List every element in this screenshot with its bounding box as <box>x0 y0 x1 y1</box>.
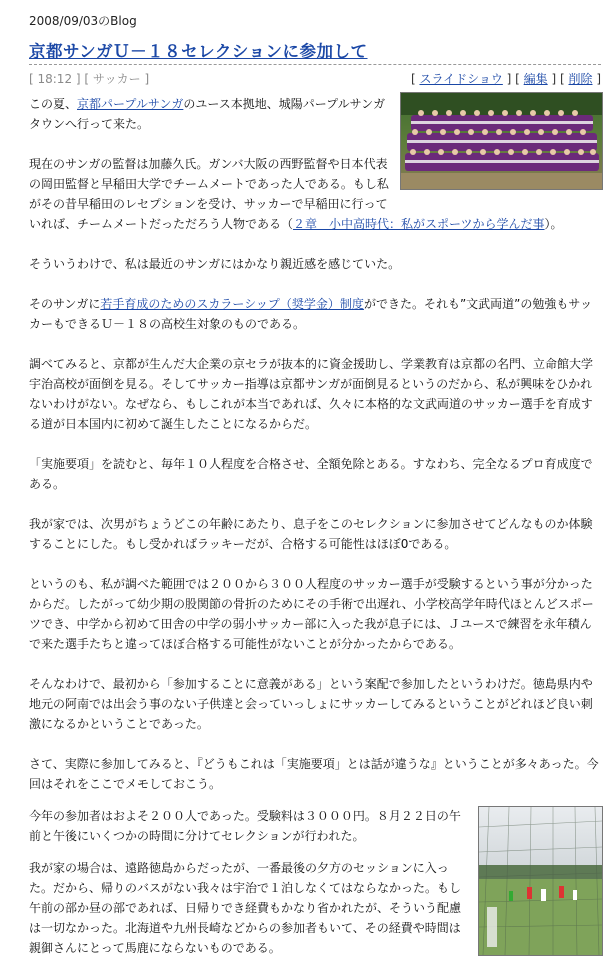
edit-link[interactable]: 編集 <box>523 72 548 86</box>
post-category: [ サッカー ] <box>84 72 150 86</box>
paragraph-11: 今年の参加者はおよそ２００人であった。受験料は３０００円。８月２２日の午前と午後にいくつかの時間に分けてセレクションが行われた。 <box>29 809 461 843</box>
post-title-link[interactable]: 京都サンガＵ－１８セレクションに参加して <box>29 42 368 61</box>
p2-post: ）。 <box>544 217 563 231</box>
paragraph-8: というのも、私が調べた範囲では２００から３００人程度のサッカー選手が受験するという事が分かったからだ。したがって幼少期の股関節の骨折のためにその手術で出遅れ、小学校高学年時代ほとんどスポーツでき、中学から初めて田舎の中学の弱小サッカー部に入った我が息子には、Ｊユースで練習を永年積んで来た選手たちと違ってほぼ合格する可能性がないことが分かったからである。 <box>29 577 594 651</box>
post-body <box>29 94 603 978</box>
field-photo[interactable] <box>478 806 603 956</box>
paragraph-12: 我が家の場合は、遠路徳島からだったが、一番最後の夕方のセッションに入った。だから、帰りのバスがない我々は宇治で１泊しなくてはならなかった。もし午前の部か昼の部であれば、日帰りでき経費もかなり省かれたが、そういう配慮は一切なかった。北海道や九州長崎などからの参加者もいて、その経費や時間は親御さんにとって馬鹿にならないものである。 <box>29 861 462 955</box>
paragraph-5: 調べてみると、京都が生んだ大企業の京セラが抜本的に資金援助し、学業教育は京都の名門、立命館大学宇治高校が面倒を見る。そしてサッカー指導は京都サンガが面倒見るというのだから、私が興味をひかれないわけがない。なぜなら、もしこれが本当であれば、久々に本格的な文武両道のサッカー選手を育成する道が日本国内に初めて誕生したことになるからだ。 <box>29 357 594 431</box>
title-divider <box>29 64 601 65</box>
slideshow-link[interactable]: スライドショウ <box>419 72 503 86</box>
post-date: 2008/09/03のBlog <box>29 14 137 28</box>
post-actions <box>411 70 601 87</box>
delete-link[interactable]: 削除 <box>568 72 593 86</box>
bracket-sep-1: ] [ <box>502 72 524 86</box>
paragraph-9: そんなわけで、最初から「参加することに意義がある」という案配で参加したというわけだ。徳島県内や地元の阿南では出会う事のない子供達と会っていっしょにサッカーしてみるということがどれほど良い刺激になるかということであった。 <box>29 677 593 731</box>
post-time: [ 18:12 ] <box>29 72 81 86</box>
post-meta <box>29 70 149 87</box>
chapter2-link[interactable]: ２章 小中高時代：私がスポーツから学んだ事 <box>293 217 545 231</box>
team-photo[interactable] <box>400 92 603 190</box>
bracket-open: [ <box>410 72 420 86</box>
paragraph-3: そういうわけで、私は最近のサンガにはかなり親近感を感じていた。 <box>29 257 401 271</box>
kyoto-purple-sanga-link[interactable]: 京都パープルサンガ <box>77 97 184 111</box>
p2-pre: 現在のサンガの監督は加藤久氏。ガンバ大阪の西野監督や日本代表の岡田監督と早稲田大学でチームメートであった人である。もし私がその昔早稲田のレセプションを受け、サッカーで早稲田に行っていれば、チームメートだっただろう人物である（ <box>29 157 389 231</box>
paragraph-7: 我が家では、次男がちょうどこの年齢にあたり、息子をこのセレクションに参加させてどんなものか体験することにした。もし受かればラッキーだが、合格する可能性はほぼ0である。 <box>29 517 593 551</box>
bracket-sep-2: ] [ <box>547 72 569 86</box>
p1-post: のユース本拠地、城陽パープルサンガタウンへ行って来た。 <box>29 97 386 131</box>
p4-pre: そのサンガに <box>29 297 101 311</box>
field-photo-image <box>479 807 602 955</box>
paragraph-6: 「実施要項」を読むと、毎年１０人程度を合格させ、全額免除とある。すなわち、完全なるプロ育成度である。 <box>29 457 593 491</box>
scholarship-link[interactable]: 若手育成のためのスカラーシップ（奨学金）制度 <box>100 297 364 311</box>
paragraph-10: さて、実際に参加してみると、『どうもこれは「実施要項」とは話が違うな』ということが多々あった。今回はそれをここでメモしておこう。 <box>29 757 599 791</box>
p1-pre: この夏、 <box>29 97 78 111</box>
p4-post: ができた。それも”文武両道”の勉強もサッカーもできるＵ－１８の高校生対象のものである。 <box>29 297 593 331</box>
paragraph-4 <box>29 294 603 334</box>
bracket-close: ] <box>592 72 601 86</box>
team-photo-image <box>401 93 602 189</box>
